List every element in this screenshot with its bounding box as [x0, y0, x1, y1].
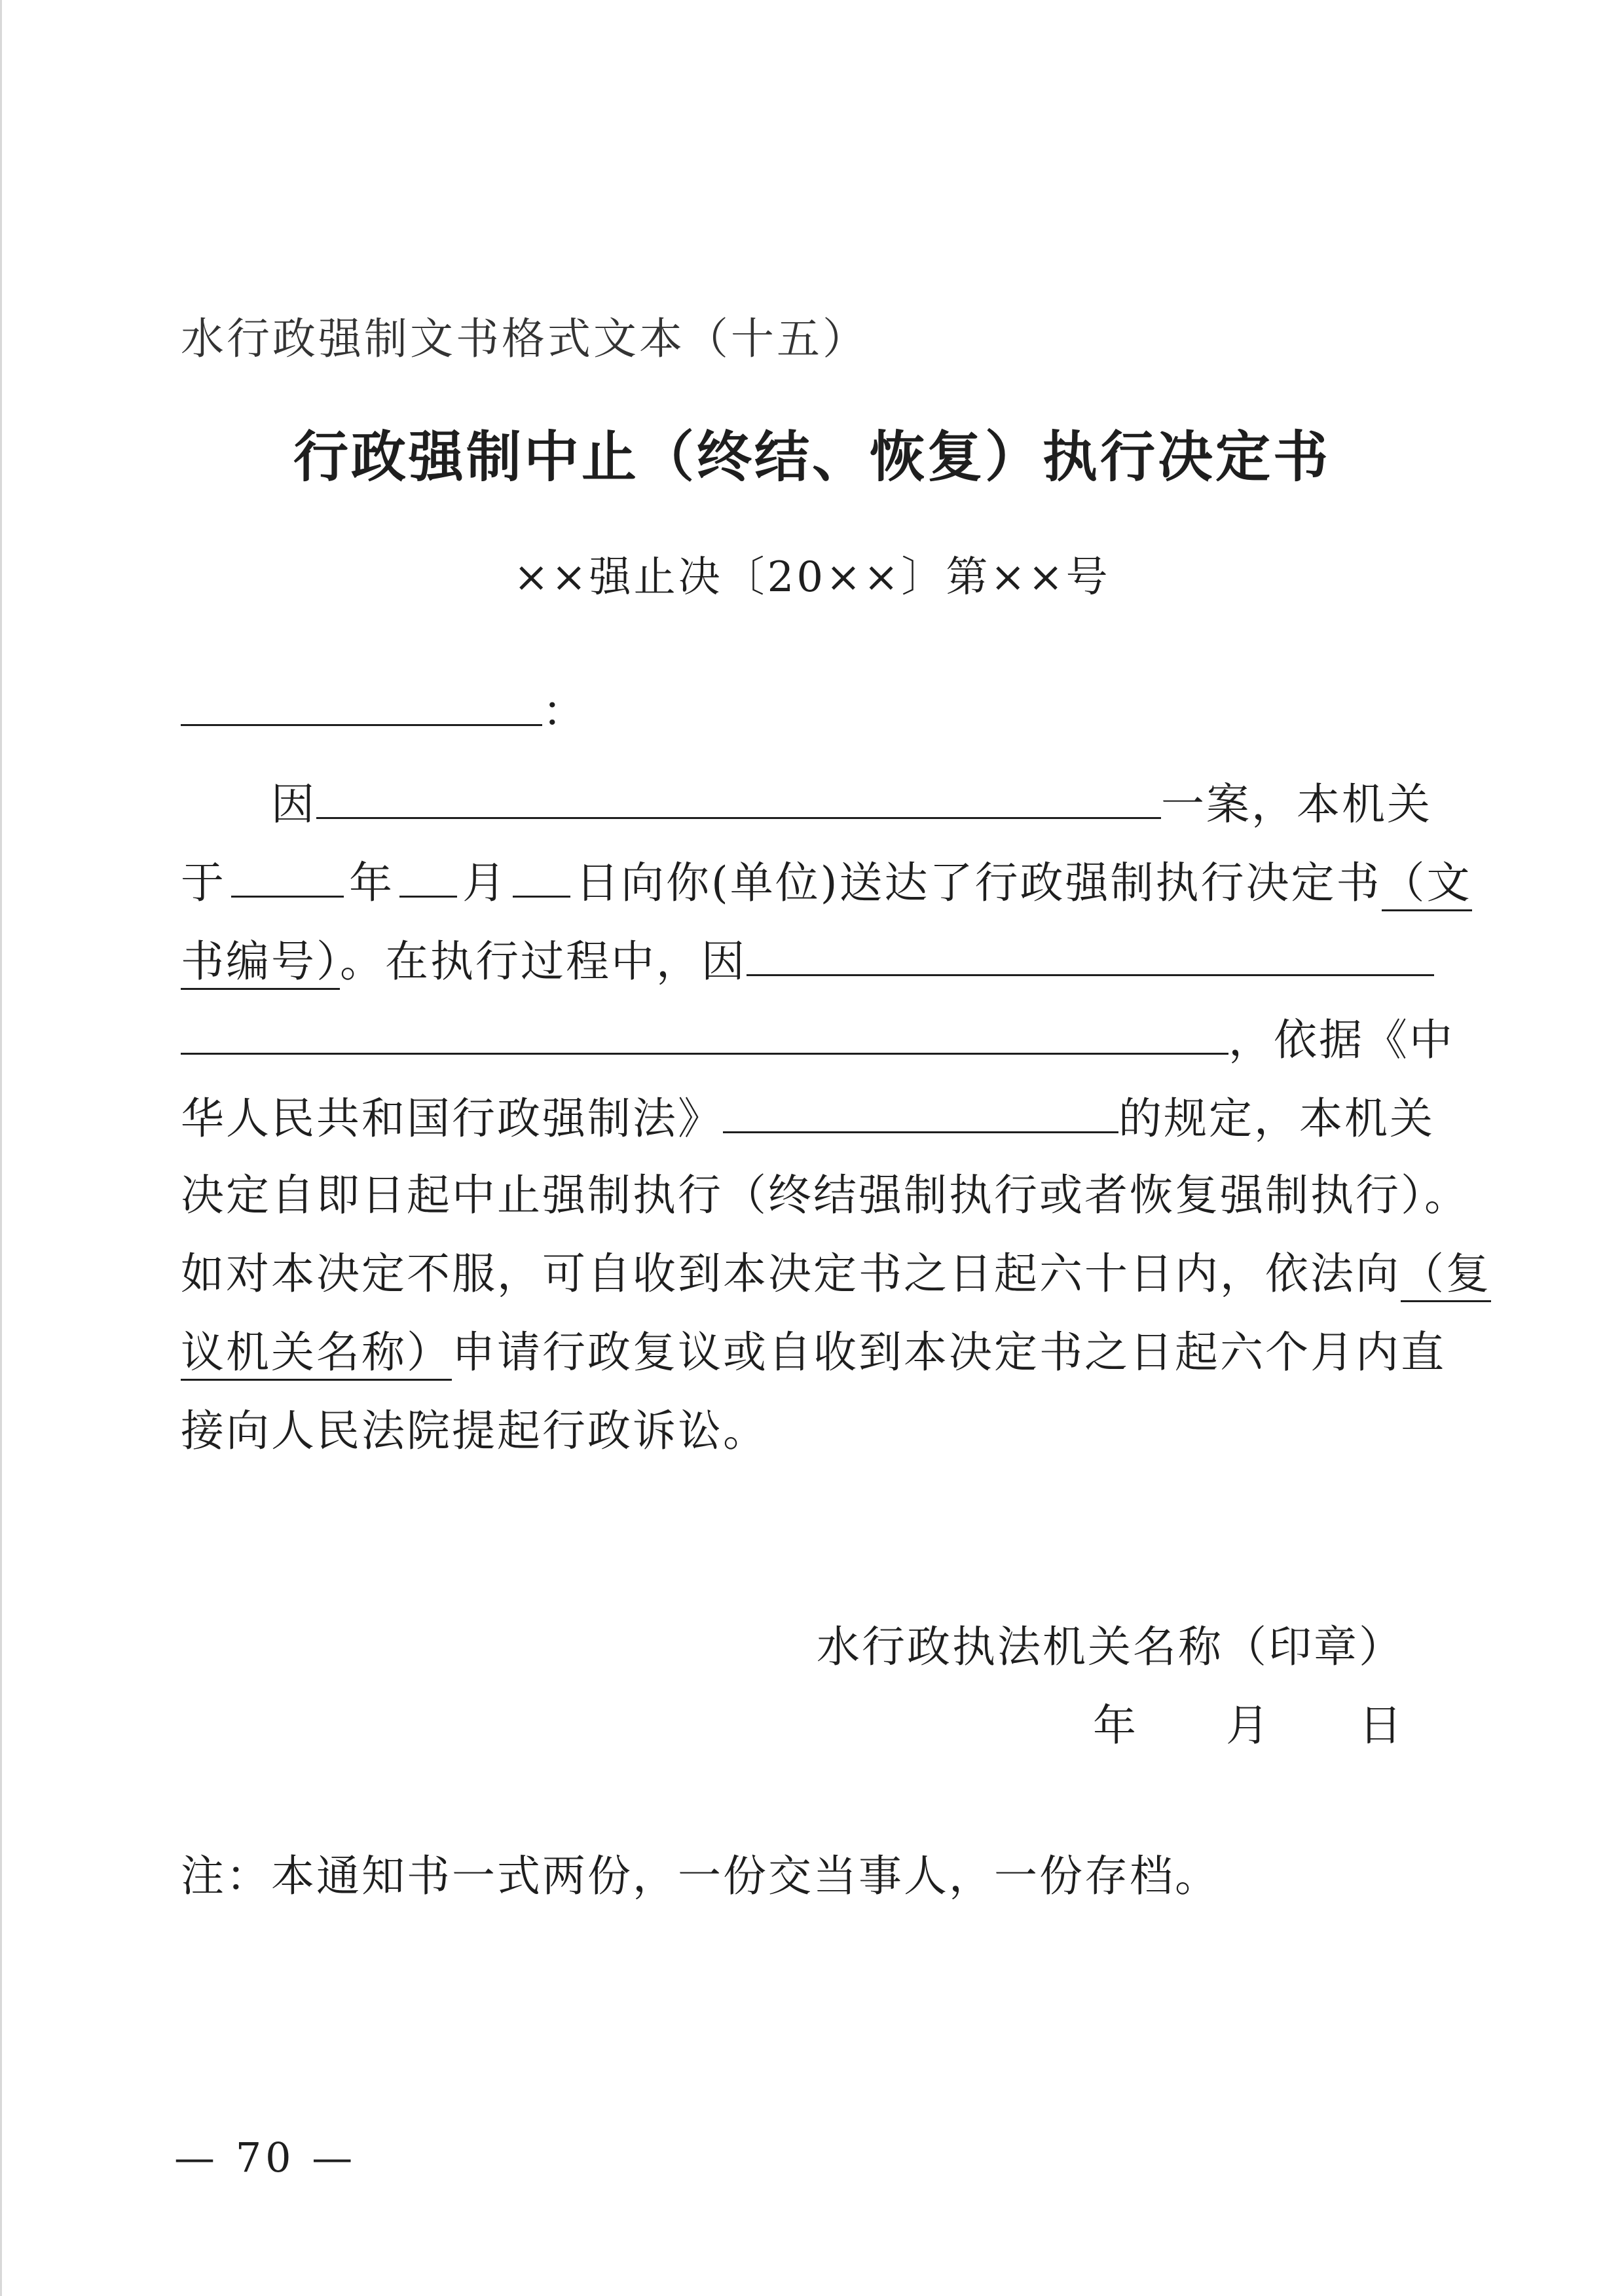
year-blank[interactable]: [231, 855, 344, 898]
provision-text: 的规定，本机关: [1118, 1093, 1435, 1144]
body-line-3: [181, 934, 1417, 988]
day-blank[interactable]: [513, 855, 570, 898]
doc-ref-open: （文: [1382, 858, 1472, 911]
process-text: 。在执行过程中，因: [340, 936, 747, 987]
body-line-8: [181, 1326, 1446, 1379]
review-ref-open: （复: [1401, 1248, 1491, 1302]
year-label: 年: [349, 858, 394, 908]
date-prefix: 于: [181, 858, 226, 908]
body-line-6: 决定自即日起中止强制执行（终结强制执行或者恢复强制执行）。: [181, 1170, 1469, 1220]
month-blank[interactable]: [399, 855, 457, 898]
document-number: ××强止决〔20××〕第××号: [513, 553, 1111, 602]
review-ref-close: 议机关名称）: [181, 1327, 452, 1381]
signature-date: [1093, 1700, 1404, 1752]
delivery-text: 日向你(单位)送达了行政强制执行决定书: [576, 858, 1382, 908]
addressee-line: [181, 683, 1417, 738]
case-blank[interactable]: [316, 776, 1161, 819]
review-text: 申请行政复议或自收到本决定书之日起六个月内直: [452, 1327, 1446, 1377]
body-line-7: [181, 1248, 1491, 1300]
reason-blank-2[interactable]: [181, 1012, 1228, 1055]
month-label: 月: [462, 858, 507, 908]
sign-month: 月: [1226, 1700, 1271, 1751]
document-title: 行政强制中止（终结、恢复）执行决定书: [293, 424, 1331, 489]
addressee-blank[interactable]: [181, 683, 542, 726]
page-number: — 70 —: [174, 2134, 357, 2181]
body-line-4: [181, 1012, 1454, 1066]
case-suffix: 一案，本机关: [1161, 779, 1432, 829]
reason-blank-1[interactable]: [747, 934, 1434, 976]
scan-edge: [0, 0, 2, 2296]
sign-day: 日: [1359, 1700, 1404, 1751]
agency-seal-line: 水行政执法机关名称（印章）: [817, 1622, 1404, 1672]
note: 注：本通知书一式两份，一份交当事人，一份存档。: [181, 1851, 1220, 1901]
template-label: 水行政强制文书格式文本（十五）: [181, 314, 868, 364]
cause-label: 因: [271, 779, 316, 829]
body-line-1: [181, 776, 1432, 831]
sign-year: 年: [1093, 1700, 1138, 1751]
article-blank[interactable]: [723, 1091, 1118, 1133]
basis-text: ，依据《中: [1228, 1015, 1454, 1065]
doc-ref-close: 书编号）: [181, 936, 340, 990]
appeal-text: 如对本决定不服，可自收到本决定书之日起六十日内，依法向: [181, 1248, 1401, 1299]
body-line-9: 接向人民法院提起行政诉讼。: [181, 1406, 768, 1456]
law-name: 华人民共和国行政强制法》: [181, 1093, 723, 1144]
body-line-5: [181, 1091, 1435, 1145]
body-line-2: [181, 855, 1472, 909]
addressee-colon: ：: [542, 686, 587, 737]
